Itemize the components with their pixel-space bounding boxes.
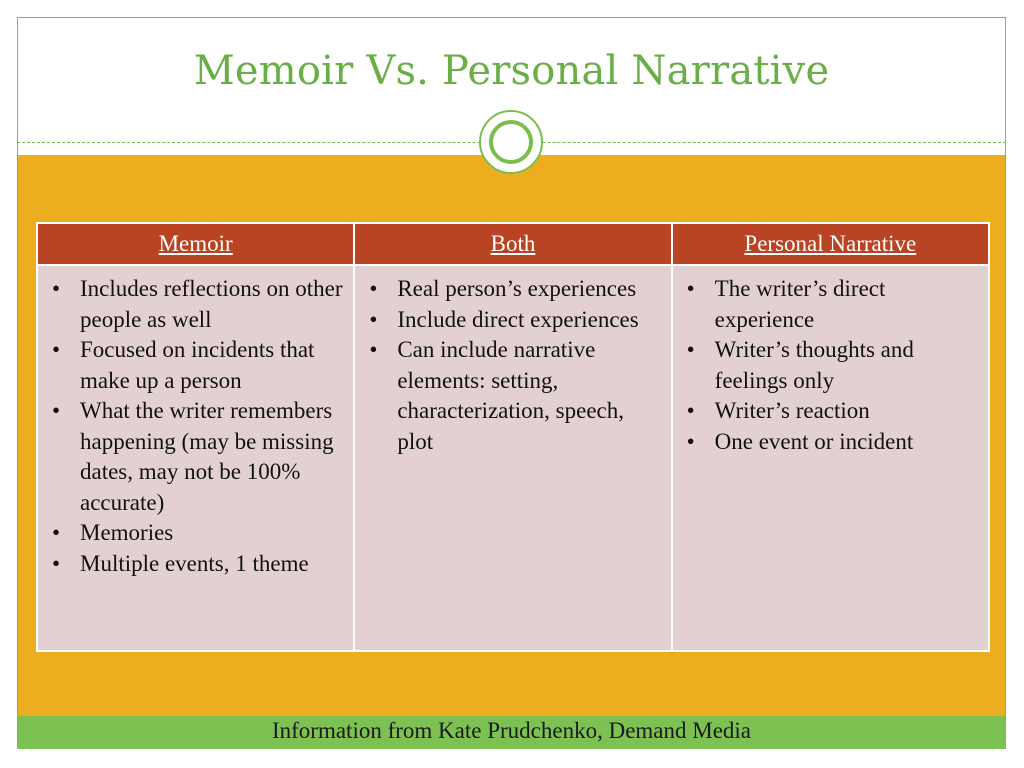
bullet-icon: •: [686, 398, 695, 423]
header-memoir: Memoir: [37, 223, 354, 265]
header-personal-narrative: Personal Narrative: [672, 223, 989, 265]
list-item-text: Include direct experiences: [397, 306, 639, 332]
bullet-icon: •: [686, 276, 695, 301]
list-item: [42, 549, 347, 580]
both-list: [359, 274, 664, 457]
bullet-icon: •: [52, 398, 61, 423]
list-item: [359, 335, 664, 457]
list-item-text: The writer’s direct experience: [714, 276, 886, 332]
footer-credit: Information from Kate Prudchenko, Demand Media: [271, 718, 752, 743]
bullet-icon: •: [369, 276, 378, 301]
list-item: [677, 427, 982, 458]
comparison-table: [36, 222, 990, 652]
list-item: [677, 335, 982, 396]
list-item-text: One event or incident: [714, 428, 914, 454]
list-item: [42, 274, 347, 335]
list-item: [677, 396, 982, 427]
list-item: [359, 305, 664, 336]
circle-ornament-inner: [489, 120, 533, 164]
bullet-icon: •: [686, 428, 695, 454]
list-item: [677, 274, 982, 335]
list-item-text: Writer’s reaction: [714, 398, 870, 423]
bullet-icon: •: [369, 337, 378, 362]
bullet-icon: •: [52, 276, 61, 301]
cell-both: [354, 265, 671, 651]
list-item: [42, 396, 347, 518]
list-item-text: Focused on incidents that make up a person: [80, 337, 315, 393]
table-header-row: [37, 223, 989, 265]
list-item-text: What the writer remembers happening (may be missing dates, may not be 100% accurate): [80, 398, 334, 515]
list-item: [42, 335, 347, 396]
header-both: Both: [354, 223, 671, 265]
list-item-text: Memories: [80, 520, 174, 545]
list-item: [42, 518, 347, 549]
slide-title: Memoir Vs. Personal Narrative: [193, 48, 830, 94]
list-item-text: Includes reflections on other people as well: [80, 276, 343, 332]
bullet-icon: •: [52, 520, 61, 545]
list-item: [359, 274, 664, 305]
bullet-icon: •: [369, 306, 378, 332]
cell-memoir: [37, 265, 354, 651]
bullet-icon: •: [52, 550, 61, 576]
list-item-text: Multiple events, 1 theme: [80, 550, 309, 576]
list-item-text: Real person’s experiences: [397, 276, 637, 301]
personal-narrative-list: [677, 274, 982, 457]
list-item-text: Can include narrative elements: setting, characterization, speech, plot: [397, 337, 624, 454]
memoir-list: [42, 274, 347, 579]
cell-personal-narrative: [672, 265, 989, 651]
list-item-text: Writer’s thoughts and feelings only: [714, 337, 914, 393]
bullet-icon: •: [52, 337, 61, 362]
circle-ornament-icon: [479, 110, 543, 174]
table-row: [37, 265, 989, 651]
bullet-icon: •: [686, 337, 695, 362]
